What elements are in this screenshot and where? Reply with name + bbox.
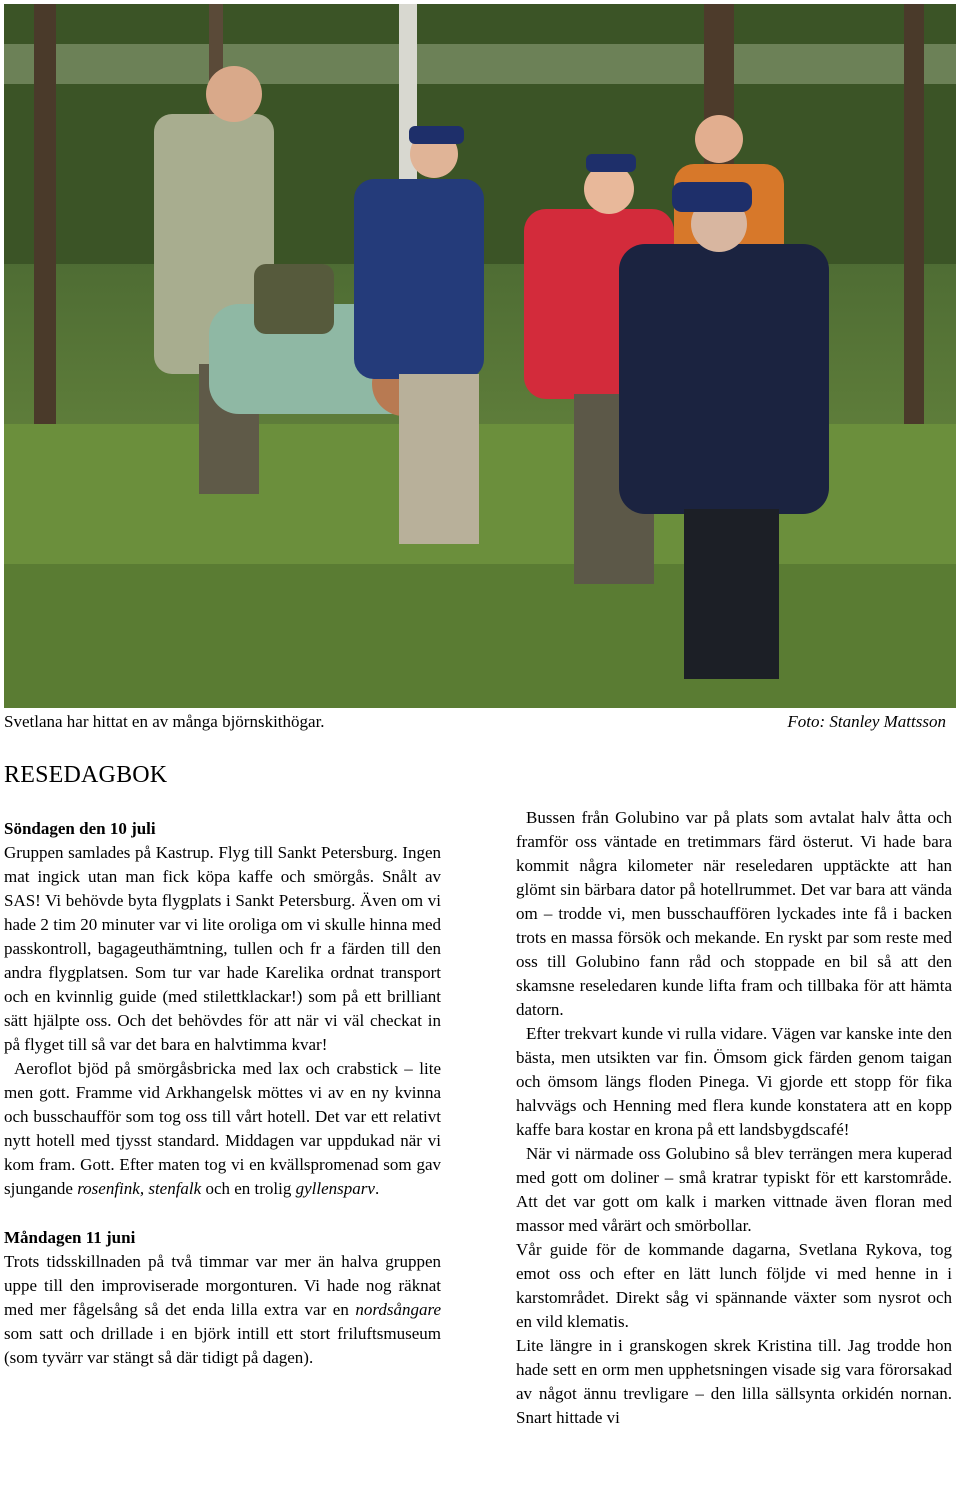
- paragraph: Aeroflot bjöd på smörgåsbricka med lax och crabstick – lite men gott. Framme vid Arkhangelsk möttes vi av en ny kvinna och busschaufför som tog oss till vårt hotell. Det var ett relativt nytt hotell med tjysst standard. Middagen var uppdukad när vi kom fram. Gott. Efter maten tog vi en kvällspromenad som gav sjungande rosenfink, stenfalk och en trolig gyllensparv.: [4, 1059, 441, 1198]
- photo-caption: Svetlana har hittat en av många björnskithögar.: [4, 712, 325, 731]
- bird-name: nordsångare: [355, 1300, 441, 1319]
- right-column: [516, 806, 952, 1430]
- forest-group-photo: [4, 4, 956, 708]
- paragraph: Lite längre in i granskogen skrek Kristina till. Jag trodde hon hade sett en orm men upphetsningen visade sig vara förorsakad av något ännu trevligare – den lilla sällsynta orkidén nornan. Snart hittade vi: [516, 1336, 952, 1427]
- photo-credit: Foto: Stanley Mattsson: [787, 712, 946, 731]
- paragraph: Vår guide för de kommande dagarna, Svetlana Rykova, tog emot oss och efter en lätt lunch följde vi med henne in i karstområdet. Direkt såg vi spännande växter som nysrot och en vild klematis.: [516, 1240, 952, 1331]
- paragraph: Gruppen samlades på Kastrup. Flyg till Sankt Petersburg. Ingen mat ingick utan man fick köpa kaffe och smörgås. Snålt av SAS! Vi behövde byta flygplats i Sankt Petersburg. Även om vi hade 2 tim 20 minuter var vi lite oroliga om vi skulle hinna med passkontroll, bagageuthämtning, tullen och fr a färden till den andra flygplatsen. Som tur var hade Karelika ordnat transport och en kvinnlig guide (med stilettklackar!) som på ett brilliant sätt hjälpte oss. Och det behövdes för att när vi väl checkat in på flyget till så var det bara en halvtimma kvar!: [4, 843, 441, 1054]
- day-heading-1: Söndagen den 10 juli: [4, 819, 156, 838]
- bird-name: rosenfink, stenfalk: [77, 1179, 202, 1198]
- paragraph: Bussen från Golubino var på plats som avtalat halv åtta och framför oss väntade en tretimmars färd österut. Vi hade bara kommit några kilometer när reseledaren upptäckte att han glömt sin bärbara dator på hotellrummet. Det var bara att vända om – trodde vi, men busschauffören lyckades inte få i backen trots en massa försök och mekande. En ryskt par som reste med oss till Golubino fann råd och stoppade en bil så att den skamsne reseledaren kunde lifta fram och tillbaka för att hämta datorn.: [516, 808, 952, 1019]
- paragraph: Efter trekvart kunde vi rulla vidare. Vägen var kanske inte den bästa, men utsikten var fin. Ömsom gick färden genom taigan och ömsom längs floden Pinega. Vi gjorde ett stopp för fika halvvägs och Henning med flera kunde konstatera att en kopp kaffe bara kostar en krona på ett landsbygdscafé!: [516, 1024, 952, 1139]
- photo-illustration: [4, 4, 956, 708]
- paragraph: När vi närmade oss Golubino så blev terrängen mera kuperad med gott om doliner – små kratrar typiskt för ett karstområde. Att det var gott om kalk i marken vittnade även floran med massor med vårärt och smörbollar.: [516, 1144, 952, 1235]
- day-heading-2: Måndagen 11 juni: [4, 1228, 136, 1247]
- article-title: RESEDAGBOK: [4, 762, 168, 788]
- left-column: [4, 817, 441, 1370]
- bird-name: gyllensparv: [295, 1179, 375, 1198]
- paragraph: Trots tidsskillnaden på två timmar var mer än halva gruppen uppe till den improviserade morgonturen. Vi hade nog räknat med mer fågelsång så det enda lilla extra var en nordsångare som satt och drillade i en björk intill ett stort friluftsmuseum (som tyvärr var stängt så där tidigt på dagen).: [4, 1252, 441, 1367]
